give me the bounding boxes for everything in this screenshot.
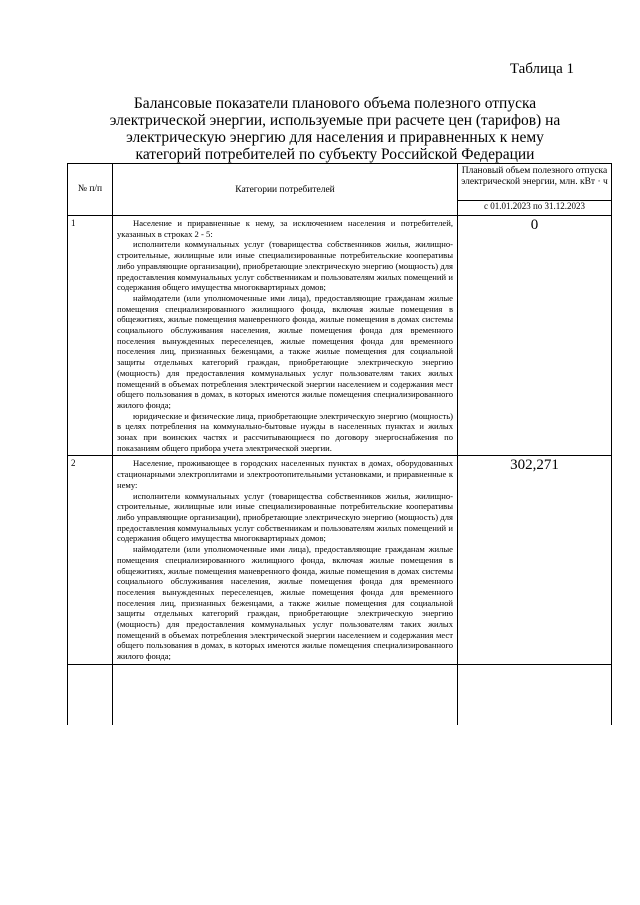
category-paragraph: Население, проживающее в городских населенных пунктах в домах, оборудованных стационарными электроплитами и электроотопительными установками, и приравненные к нему: bbox=[117, 458, 453, 490]
table-header-row bbox=[68, 164, 612, 201]
consumption-table bbox=[67, 163, 612, 725]
row-value: 302,271 bbox=[458, 456, 612, 664]
row-value: 0 bbox=[458, 216, 612, 456]
category-paragraph: исполнители коммунальных услуг (товарищества собственников жилья, жилищно-строительные, жилищные или иные специализированные потребительские кооперативы либо управляющие организации), приобретающие электрическую энергию (мощность) для предоставления коммунальных услуг собственникам и пользователям жилых помещений и содержания общего имущества многоквартирных домов; bbox=[117, 490, 453, 544]
table-number: Таблица 1 bbox=[509, 61, 574, 77]
row-number: 2 bbox=[68, 456, 113, 664]
row-category bbox=[113, 456, 458, 664]
document-title: Балансовые показатели планового объема полезного отпуска электрической энергии, используемые при расчете цен (тарифов) на электрическую энергию для населения и приравненных к нему категорий потребителей по субъекту Российской Федерации bbox=[109, 95, 561, 163]
header-category: Категории потребителей bbox=[113, 164, 458, 216]
category-paragraph: наймодатели (или уполномоченные ими лица), предоставляющие гражданам жилые помещения специализированного жилищного фонда, включая жилые помещения в общежитиях, жилые помещения маневренного фонда, жилые помещения в домах системы социального обслуживания населения, жилые помещения фонда для временного поселения вынужденных переселенцев, жилые помещения фонда для временного поселения лиц, признанных беженцами, а также жилые помещения для социальной защиты отдельных категорий граждан, приобретающие электрическую энергию (мощность) для предоставления коммунальных услуг пользователям таких жилых помещений в объемах потребления электрической энергии населением и содержания мест общего пользования в домах, в которых имеются жилые помещения специализированного жилого фонда; bbox=[117, 292, 453, 410]
row-number: 1 bbox=[68, 216, 113, 456]
empty-cell bbox=[68, 664, 113, 725]
header-num: № п/п bbox=[68, 164, 113, 216]
empty-cell bbox=[458, 664, 612, 725]
row-category bbox=[113, 216, 458, 456]
category-paragraph: наймодатели (или уполномоченные ими лица), предоставляющие гражданам жилые помещения специализированного жилищного фонда, включая жилые помещения в общежитиях, жилые помещения маневренного фонда, жилые помещения в домах системы социального обслуживания населения, жилые помещения фонда для временного поселения вынужденных переселенцев, жилые помещения фонда для временного поселения лиц, признанных беженцами, а также жилые помещения для социальной защиты отдельных категорий граждан, приобретающие электрическую энергию (мощность) для предоставления коммунальных услуг пользователям таких жилых помещений в объемах потребления электрической энергии населением и содержания мест общего пользования в домах, в которых имеются жилые помещения специализированного жилого фонда; bbox=[117, 544, 453, 662]
table-row bbox=[68, 216, 612, 456]
category-paragraph: Население и приравненные к нему, за исключением населения и потребителей, указанных в строках 2 - 5: bbox=[117, 218, 453, 239]
empty-cell bbox=[113, 664, 458, 725]
category-paragraph: юридические и физические лица, приобретающие электрическую энергию (мощность) в целях потребления на коммунально-бытовые нужды в населенных пунктах и жилых зонах при воинских частях и рассчитывающиеся по договору энергоснабжения по показаниям общего прибора учета электрической энергии. bbox=[117, 410, 453, 453]
table-row-continuation bbox=[68, 664, 612, 725]
header-plan-volume: Плановый объем полезного отпуска электрической энергии, млн. кВт · ч bbox=[458, 164, 612, 201]
category-paragraph: исполнители коммунальных услуг (товарищества собственников жилья, жилищно-строительные, жилищные или иные специализированные потребительские кооперативы либо управляющие организации), приобретающие электрическую энергию (мощность) для предоставления коммунальных услуг собственникам и пользователям жилых помещений и содержания общего имущества многоквартирных домов; bbox=[117, 239, 453, 293]
header-period: с 01.01.2023 по 31.12.2023 bbox=[458, 200, 612, 215]
table-row bbox=[68, 456, 612, 664]
